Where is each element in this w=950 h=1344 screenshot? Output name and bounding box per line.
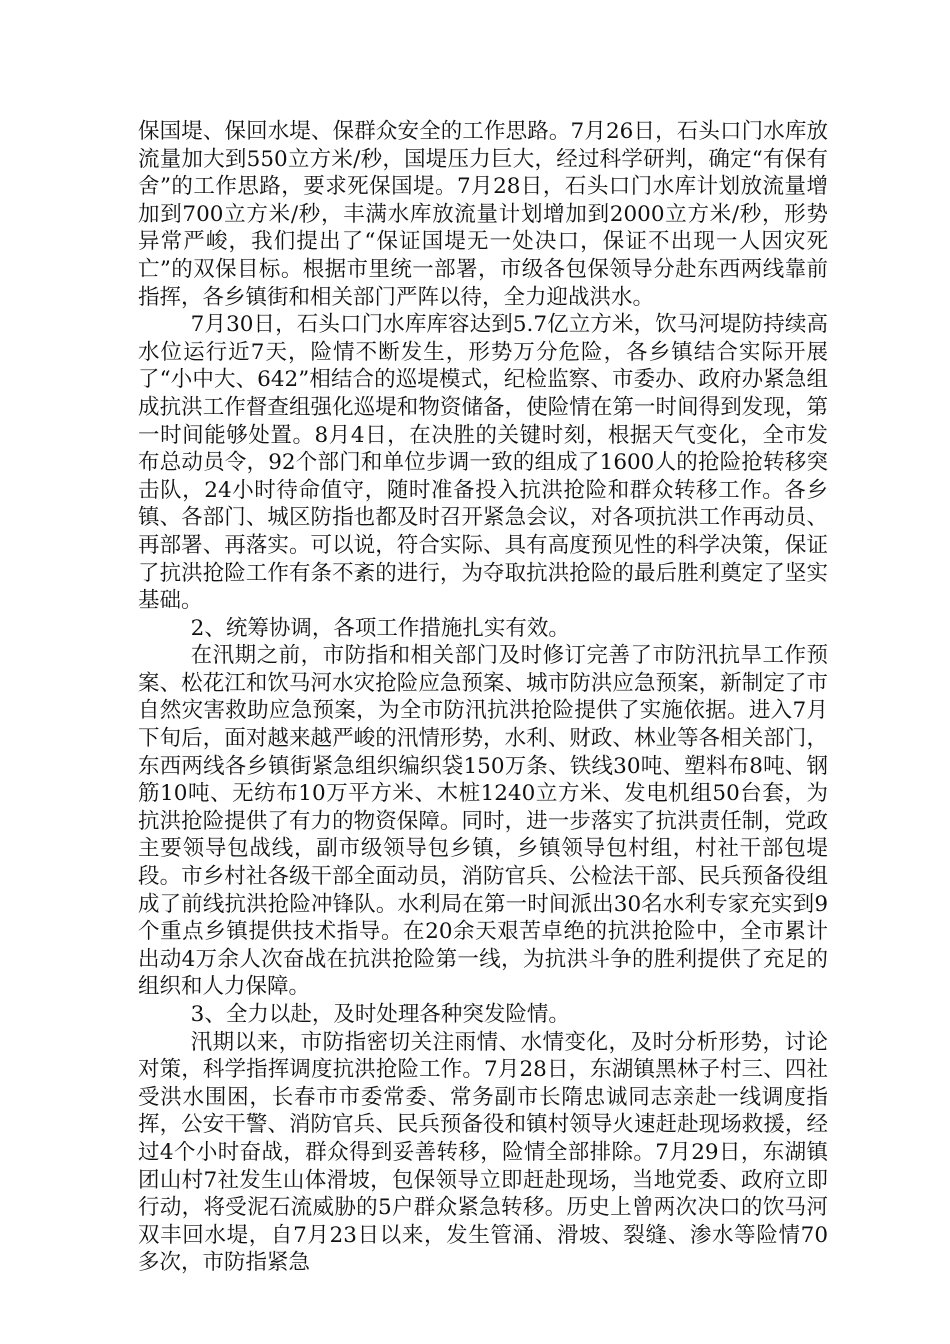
- section-heading-3: 3、全力以赴，及时处理各种突发险情。: [190, 1002, 570, 1027]
- section-heading-2: 2、统筹协调，各项工作措施扎实有效。: [190, 615, 570, 641]
- paragraph-continuation: 保国堤、保回水堤、保群众安全的工作思路。7月26日，石头口门水库放流量加大到550立方米/秒，国堤压力巨大，经过科学研判，确定“有保有舍”的工作思路，要求死保国堤。7月28日，石头口门水库计划放流量增加到700立方米/秒，丰满水库放流量计划增加到2000立方米/秒，形势异常严峻，我们提出了“保证国堤无一处决口，保证不出现一人因灾死亡”的双保目标。根据市里统一部署，市级各包保领导分赴东西两线靠前指挥，各乡镇街和相关部门严阵以待，全力迎战洪水。: [138, 119, 828, 310]
- document-body: [138, 118, 828, 1277]
- paragraph-preparation: 在汛期之前，市防指和相关部门及时修订完善了市防汛抗旱工作预案、松花江和饮马河水灾抢险应急预案、城市防洪应急预案，新制定了市自然灾害救助应急预案，为全市防汛抗洪抢险提供了实施依据。进入7月下旬后，面对越来越严峻的汛情形势，水利、财政、林业等各相关部门，东西两线各乡镇街紧急组织编织袋150万条、铁线30吨、塑料布8吨、钢筋10吨、无纺布10万平方米、木桩1240立方米、发电机组50台套，为抗洪抢险提供了有力的物资保障。同时，进一步落实了抗洪责任制，党政主要领导包战线，副市级领导包乡镇，乡镇领导包村组，村社干部包堤段。市乡村社各级干部全面动员，消防官兵、公检法干部、民兵预备役组成了前线抗洪抢险冲锋队。水利局在第一时间派出30名水利专家充实到9个重点乡镇提供技术指导。在20余天艰苦卓绝的抗洪抢险中，全市累计出动4万余人次奋战在抗洪抢险第一线，为抗洪斗争的胜利提供了充足的组织和人力保障。: [138, 643, 828, 1000]
- paragraph-emergency: 汛期以来，市防指密切关注雨情、水情变化，及时分析形势，讨论对策，科学指挥调度抗洪抢险工作。7月28日，东湖镇黑林子村三、四社受洪水围困，长春市市委常委、常务副市长隋忠诚同志亲赴一线调度指挥，公安干警、消防官兵、民兵预备役和镇村领导火速赶赴现场救援，经过4个小时奋战，群众得到妥善转移，险情全部排除。7月29日，东湖镇团山村7社发生山体滑坡，包保领导立即赶赴现场，当地党委、政府立即行动，将受泥石流威胁的5户群众紧急转移。历史上曾两次决口的饮马河双丰回水堤，自7月23日以来，发生管涌、滑坡、裂缝、渗水等险情70多次，市防指紧急: [138, 1029, 828, 1276]
- paragraph-july30: 7月30日，石头口门水库库容达到5.7亿立方米，饮马河堤防持续高水位运行近7天，险情不断发生，形势万分危险，各乡镇结合实际开展了“小中大、642”相结合的巡堤模式，纪检监察、市委办、政府办紧急组成抗洪工作督查组强化巡堤和物资储备，使险情在第一时间得到发现，第一时间能够处置。8月4日，在决胜的关键时刻，根据天气变化，全市发布总动员令，92个部门和单位步调一致的组成了1600人的抢险抢转移突击队，24小时待命值守，随时准备投入抗洪抢险和群众转移工作。各乡镇、各部门、城区防指也都及时召开紧急会议，对各项抗洪工作再动员、再部署、再落实。可以说，符合实际、具有高度预见性的科学决策，保证了抗洪抢险工作有条不紊的进行，为夺取抗洪抢险的最后胜利奠定了坚实基础。: [138, 312, 828, 614]
